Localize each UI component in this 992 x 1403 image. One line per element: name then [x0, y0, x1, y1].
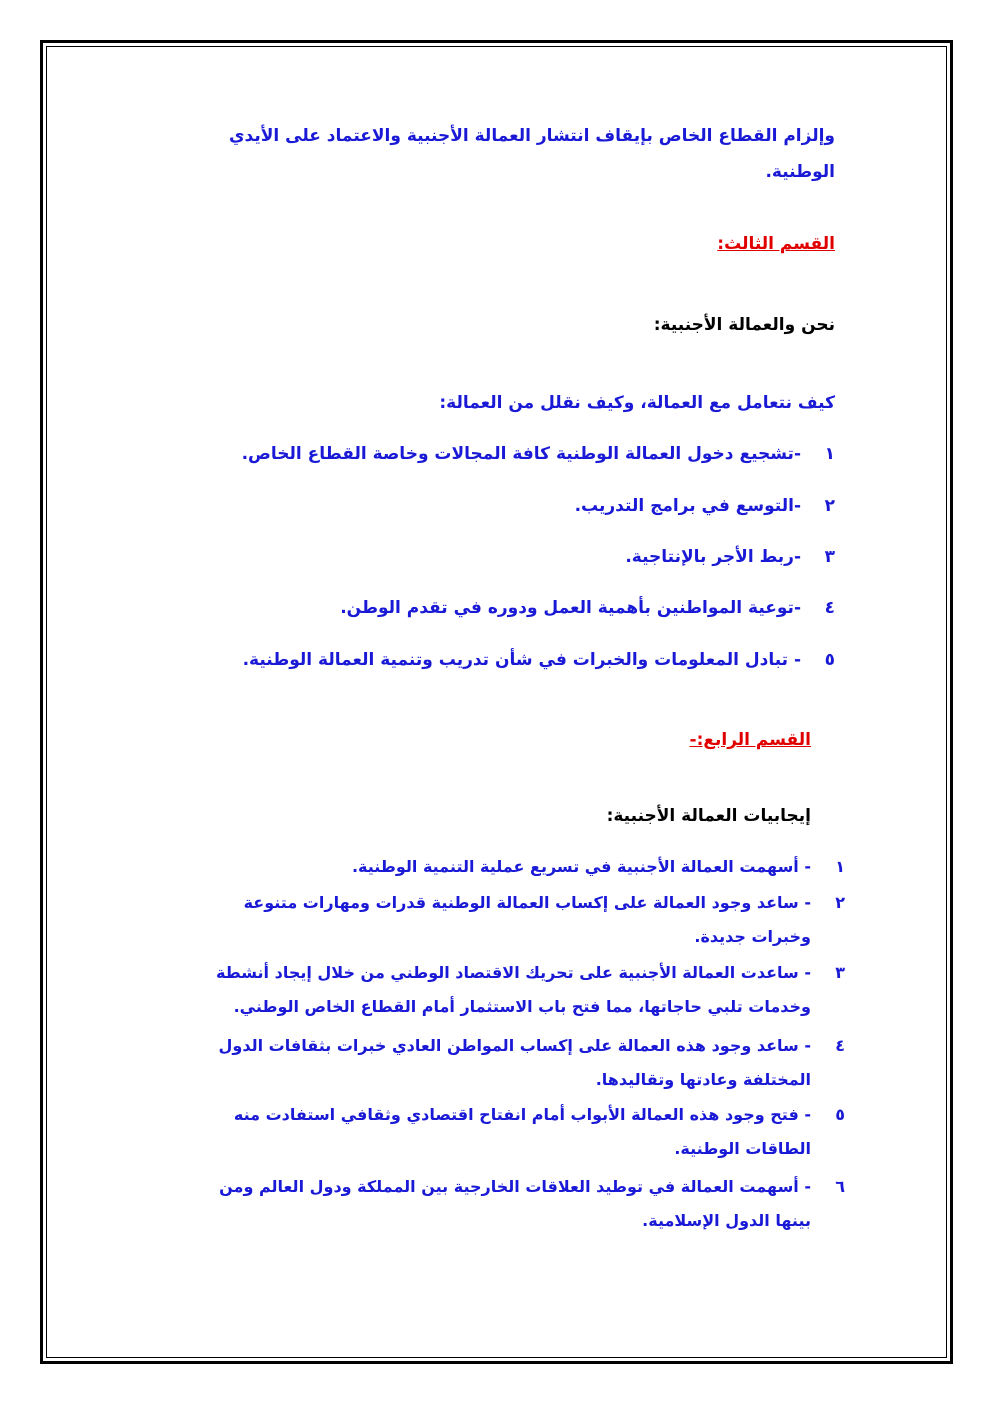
section4-item-4-line-2: المختلفة وعادتها وتقاليدها.: [595, 1070, 811, 1089]
section3-item-5-number: ٥: [824, 650, 835, 670]
section3-item-3-text: -ربط الأجر بالإنتاجية.: [625, 547, 801, 567]
section4-item-1-line-1: - أسهمت العمالة الأجنبية في تسريع عملية التنمية الوطنية.: [351, 857, 811, 876]
section4-item-5-line-2: الطاقات الوطنية.: [674, 1139, 811, 1158]
section4-item-4: [219, 1029, 845, 1097]
section4-item-3-number: ٣: [835, 963, 845, 982]
intro-paragraph: [229, 118, 835, 190]
intro-line-2: الوطنية.: [765, 162, 835, 182]
section3-item-1-text: -تشجيع دخول العمالة الوطنية كافة المجالات وخاصة القطاع الخاص.: [241, 444, 801, 464]
section4-item-3: [216, 956, 845, 1024]
section3-item-1: [242, 444, 835, 464]
section3-item-2-text: -التوسع في برامج التدريب.: [574, 496, 801, 516]
section4-item-4-number: ٤: [835, 1036, 845, 1055]
section3-item-2-number: ٢: [824, 496, 835, 516]
section4-item-2: [244, 886, 845, 954]
section4-item-6-line-1: - أسهمت العمالة في توطيد العلاقات الخارجية بين المملكة ودول العالم ومن: [219, 1177, 811, 1196]
section3-item-2: [575, 496, 835, 516]
section4-item-6-number: ٦: [835, 1177, 845, 1196]
section3-item-3: [625, 547, 835, 567]
section4-item-2-number: ٢: [835, 893, 845, 912]
section4-item-4-line-1: - ساعد وجود هذه العمالة على إكساب المواطن العادي خبرات بثقافات الدول: [218, 1036, 811, 1055]
section4-title: القسم الرابع:-: [689, 730, 811, 750]
section3-title: القسم الثالث:: [717, 234, 835, 254]
section4-item-5-number: ٥: [835, 1105, 845, 1124]
section4-item-1-number: ١: [835, 857, 845, 876]
section4-item-5: [234, 1098, 845, 1166]
section4-item-2-line-1: - ساعد وجود العمالة على إكساب العمالة الوطنية قدرات ومهارات متنوعة: [243, 893, 811, 912]
section3-item-4-text: -توعية المواطنين بأهمية العمل ودوره في تقدم الوطن.: [340, 598, 801, 618]
section3-item-3-number: ٣: [824, 547, 835, 567]
section4-item-6-line-2: بينها الدول الإسلامية.: [642, 1211, 811, 1230]
section4-item-3-line-2: وخدمات تلبي حاجاتها، مما فتح باب الاستثمار أمام القطاع الخاص الوطني.: [233, 997, 811, 1016]
section3-question: كيف نتعامل مع العمالة، وكيف نقلل من العمالة:: [439, 393, 835, 413]
intro-line-1: وإلزام القطاع الخاص بإيقاف انتشار العمالة الأجنبية والاعتماد على الأيدي: [228, 126, 835, 146]
section3-item-1-number: ١: [824, 444, 835, 464]
section3-item-5: [243, 650, 835, 670]
section4-subtitle: إيجابيات العمالة الأجنبية:: [606, 806, 811, 826]
section4-item-3-line-1: - ساعدت العمالة الأجنبية على تحريك الاقتصاد الوطني من خلال إيجاد أنشطة: [215, 963, 811, 982]
section3-subtitle: نحن والعمالة الأجنبية:: [653, 315, 835, 335]
section3-item-4: [340, 598, 835, 618]
section4-item-2-line-2: وخبرات جديدة.: [694, 927, 811, 946]
section4-item-5-line-1: - فتح وجود هذه العمالة الأبواب أمام انفتاح اقتصادي وثقافي استفادت منه: [233, 1105, 811, 1124]
section3-item-5-text: - تبادل المعلومات والخبرات في شأن تدريب وتنمية العمالة الوطنية.: [242, 650, 801, 670]
section4-item-1: [352, 850, 845, 884]
section3-item-4-number: ٤: [824, 598, 835, 618]
section4-item-6: [219, 1170, 845, 1238]
